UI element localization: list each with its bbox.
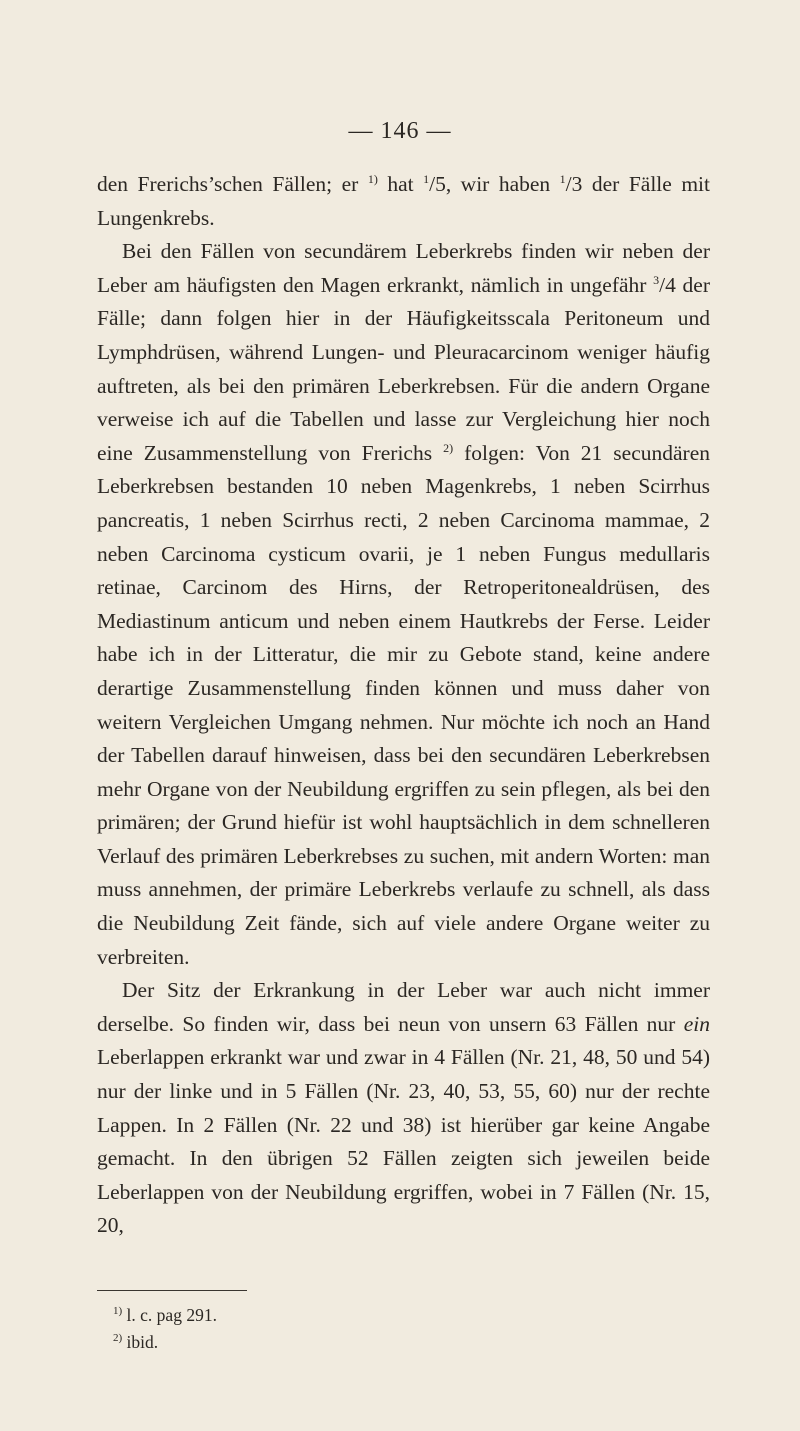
- footnotes: [113, 1302, 217, 1356]
- superscript-mark: 1: [423, 172, 430, 186]
- footnote-divider: [97, 1290, 247, 1291]
- footnote: [113, 1302, 217, 1329]
- superscript-mark: 2): [443, 440, 454, 455]
- page-number: — 146 —: [348, 118, 452, 144]
- body-text: [97, 168, 710, 1243]
- superscript-mark: 1: [559, 172, 566, 186]
- emphasized-text: ein: [683, 1011, 710, 1036]
- superscript-mark: 3: [653, 272, 660, 287]
- paragraph: [97, 235, 710, 974]
- text-run: Leberlappen erkrankt war und zwar in 4 Fällen (Nr. 21, 48, 50 und 54) nur der linke und in 5 Fällen (Nr. 23, 40, 53, 55, 60) nur der rechte Lappen. In 2 Fällen (Nr. 22 und 38) ist hierüber gar keine Angabe gemacht. In den übrigen 52 Fällen zeigten sich jeweilen beide Leberlappen von der Neubildung ergriffen, wobei in 7 Fällen (Nr. 15, 20,: [97, 1045, 710, 1238]
- footnote-mark: 1): [113, 1305, 123, 1317]
- text-run: /3 der Fälle mit Lungenkrebs.: [97, 172, 710, 230]
- text-run: /5, wir haben: [429, 172, 560, 196]
- text-run: den Frerichs’schen Fällen; er: [97, 172, 368, 196]
- footnote-text: ibid.: [122, 1332, 159, 1352]
- footnote-mark: 2): [113, 1332, 123, 1344]
- paragraph: [97, 974, 710, 1243]
- text-run: hat: [377, 172, 424, 196]
- footnote-text: l. c. pag 291.: [122, 1305, 217, 1325]
- superscript-mark: 1): [367, 172, 378, 186]
- text-run: Der Sitz der Erkrankung in der Leber war auch nicht immer derselbe. So finden wir, dass bei neun von unsern 63 Fällen nur: [97, 978, 710, 1036]
- text-run: folgen: Von 21 secundären Leberkrebsen bestanden 10 neben Magenkrebs, 1 neben Scirrhus pancreatis, 1 neben Scirrhus recti, 2 neben Carcinoma mammae, 2 neben Carcinoma cysticum ovarii, je 1 neben Fungus medullaris retinae, Carcinom des Hirns, der Retroperitonealdrüsen, des Mediastinum anticum und neben einem Hautkrebs der Ferse. Leider habe ich in der Litteratur, die mir zu Gebote stand, keine andere derartige Zusammenstellung finden können und muss daher von weitern Vergleichen Umgang nehmen. Nur möchte ich noch an Hand der Tabellen darauf hinweisen, dass bei den secundären Leberkrebsen mehr Organe von der Neubildung ergriffen zu sein pflegen, als bei den primären; der Grund hiefür ist wohl hauptsächlich in dem schnelleren Verlauf des primären Leberkrebses zu suchen, mit andern Worten: man muss annehmen, der primäre Leberkrebs verlaufe zu schnell, als dass die Neubildung Zeit fände, sich auf viele andere Organe weiter zu verbreiten.: [97, 440, 710, 969]
- paragraph: [97, 168, 710, 235]
- footnote: [113, 1329, 217, 1356]
- text-run: Bei den Fällen von secundärem Leberkrebs finden wir neben der Leber am häufigsten den Magen erkrankt, nämlich in ungefähr: [97, 239, 710, 297]
- text-run: /4 der Fälle; dann folgen hier in der Häufigkeitsscala Peritoneum und Lymphdrüsen, während Lungen- und Pleuracarcinom weniger häufig auftreten, als bei den primären Leberkrebsen. Für die andern Organe verweise ich auf die Tabellen und lasse zur Vergleichung hier noch eine Zusammenstellung von Frerichs: [97, 272, 710, 465]
